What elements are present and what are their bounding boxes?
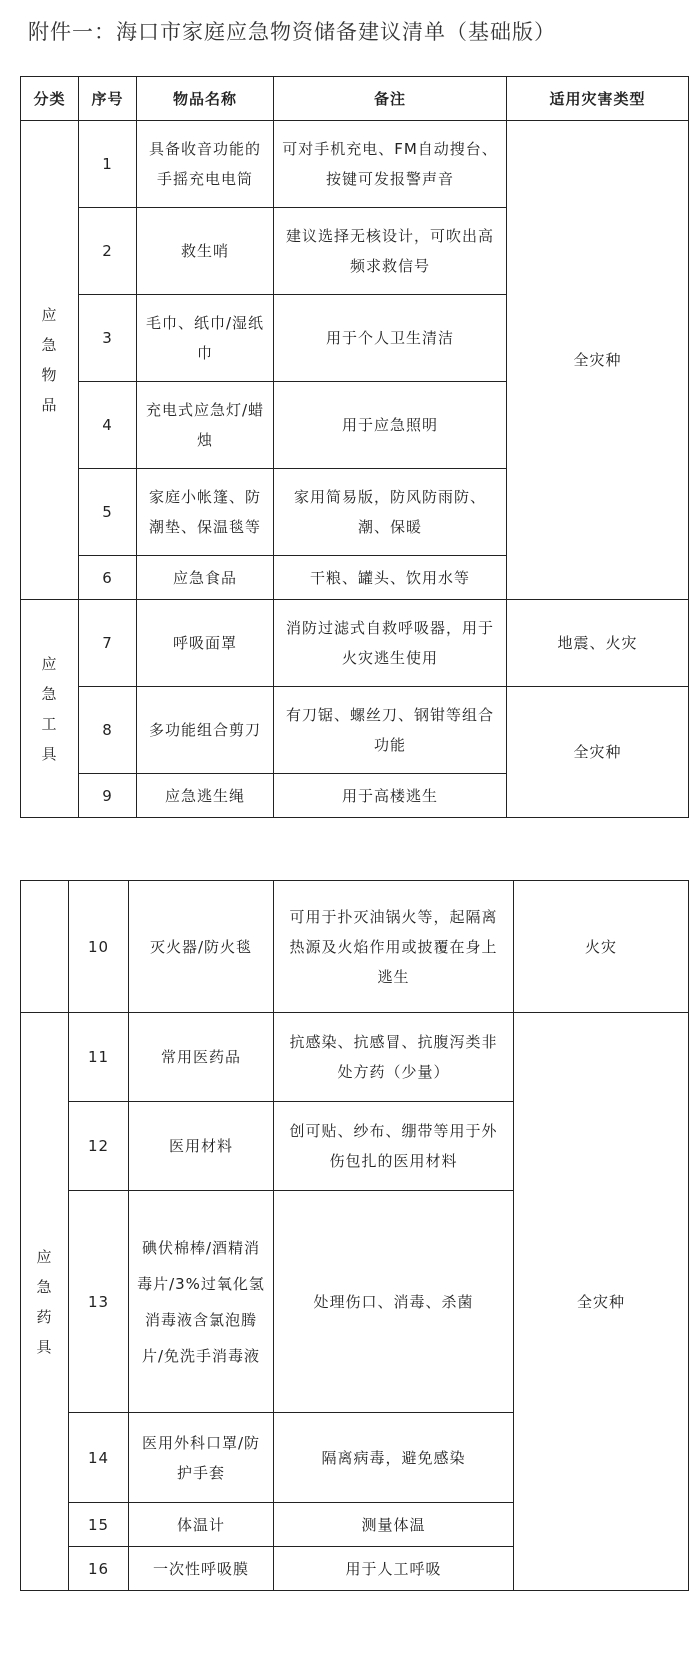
table-row bbox=[21, 600, 689, 687]
row-note: 创可贴、纱布、绷带等用于外伤包扎的医用材料 bbox=[274, 1102, 514, 1191]
category-cell: 应急物品 bbox=[21, 121, 79, 600]
header-note: 备注 bbox=[274, 77, 507, 121]
row-no: 8 bbox=[79, 687, 137, 774]
row-name: 医用材料 bbox=[129, 1102, 274, 1191]
row-note: 干粮、罐头、饮用水等 bbox=[274, 556, 507, 600]
row-note: 消防过滤式自救呼吸器，用于火灾逃生使用 bbox=[274, 600, 507, 687]
row-no: 15 bbox=[69, 1503, 129, 1547]
table-row bbox=[21, 687, 689, 774]
row-no: 10 bbox=[69, 881, 129, 1013]
row-no: 1 bbox=[79, 121, 137, 208]
category-cell bbox=[21, 881, 69, 1013]
row-name: 呼吸面罩 bbox=[137, 600, 274, 687]
row-no: 12 bbox=[69, 1102, 129, 1191]
row-note: 可用于扑灭油锅火等，起隔离热源及火焰作用或披覆在身上逃生 bbox=[274, 881, 514, 1013]
row-note: 隔离病毒，避免感染 bbox=[274, 1413, 514, 1503]
row-note: 家用简易版，防风防雨防、潮、保暖 bbox=[274, 469, 507, 556]
supply-table-part-2 bbox=[20, 880, 688, 1591]
row-note: 可对手机充电、FM自动搜台、按键可发报警声音 bbox=[274, 121, 507, 208]
row-name: 一次性呼吸膜 bbox=[129, 1547, 274, 1591]
disaster-cell: 地震、火灾 bbox=[507, 600, 689, 687]
row-name: 应急食品 bbox=[137, 556, 274, 600]
row-name: 具备收音功能的手摇充电电筒 bbox=[137, 121, 274, 208]
row-no: 4 bbox=[79, 382, 137, 469]
row-no: 3 bbox=[79, 295, 137, 382]
row-no: 5 bbox=[79, 469, 137, 556]
row-note: 用于应急照明 bbox=[274, 382, 507, 469]
row-name: 灭火器/防火毯 bbox=[129, 881, 274, 1013]
row-name: 充电式应急灯/蜡烛 bbox=[137, 382, 274, 469]
row-no: 14 bbox=[69, 1413, 129, 1503]
table-header-row bbox=[21, 77, 689, 121]
row-name: 体温计 bbox=[129, 1503, 274, 1547]
row-note: 用于高楼逃生 bbox=[274, 774, 507, 818]
row-name: 家庭小帐篷、防潮垫、保温毯等 bbox=[137, 469, 274, 556]
row-no: 16 bbox=[69, 1547, 129, 1591]
row-note: 抗感染、抗感冒、抗腹泻类非处方药（少量） bbox=[274, 1013, 514, 1102]
row-name: 救生哨 bbox=[137, 208, 274, 295]
table-row bbox=[21, 1013, 689, 1102]
row-name: 毛巾、纸巾/湿纸巾 bbox=[137, 295, 274, 382]
row-note: 用于个人卫生清洁 bbox=[274, 295, 507, 382]
disaster-cell: 火灾 bbox=[514, 881, 689, 1013]
supply-table-part-1 bbox=[20, 76, 688, 818]
row-no: 2 bbox=[79, 208, 137, 295]
row-no: 7 bbox=[79, 600, 137, 687]
row-name: 碘伏棉棒/酒精消毒片/3%过氧化氢消毒液含氯泡腾片/免洗手消毒液 bbox=[129, 1191, 274, 1413]
row-no: 11 bbox=[69, 1013, 129, 1102]
row-note: 处理伤口、消毒、杀菌 bbox=[274, 1191, 514, 1413]
row-no: 6 bbox=[79, 556, 137, 600]
category-cell: 应急药具 bbox=[21, 1013, 69, 1591]
table-row bbox=[21, 881, 689, 1013]
category-cell: 应急工具 bbox=[21, 600, 79, 818]
row-note: 有刀锯、螺丝刀、钢钳等组合功能 bbox=[274, 687, 507, 774]
row-note: 测量体温 bbox=[274, 1503, 514, 1547]
row-name: 应急逃生绳 bbox=[137, 774, 274, 818]
row-no: 9 bbox=[79, 774, 137, 818]
row-no: 13 bbox=[69, 1191, 129, 1413]
row-note: 建议选择无核设计，可吹出高频求救信号 bbox=[274, 208, 507, 295]
disaster-cell: 全灾种 bbox=[507, 121, 689, 600]
disaster-cell: 全灾种 bbox=[514, 1013, 689, 1591]
row-name: 常用医药品 bbox=[129, 1013, 274, 1102]
disaster-cell: 全灾种 bbox=[507, 687, 689, 818]
table-row bbox=[21, 121, 689, 208]
header-name: 物品名称 bbox=[137, 77, 274, 121]
row-name: 多功能组合剪刀 bbox=[137, 687, 274, 774]
header-no: 序号 bbox=[79, 77, 137, 121]
row-name: 医用外科口罩/防护手套 bbox=[129, 1413, 274, 1503]
header-category: 分类 bbox=[21, 77, 79, 121]
header-disaster: 适用灾害类型 bbox=[507, 77, 689, 121]
page-title: 附件一：海口市家庭应急物资储备建议清单（基础版） bbox=[28, 20, 556, 44]
row-note: 用于人工呼吸 bbox=[274, 1547, 514, 1591]
